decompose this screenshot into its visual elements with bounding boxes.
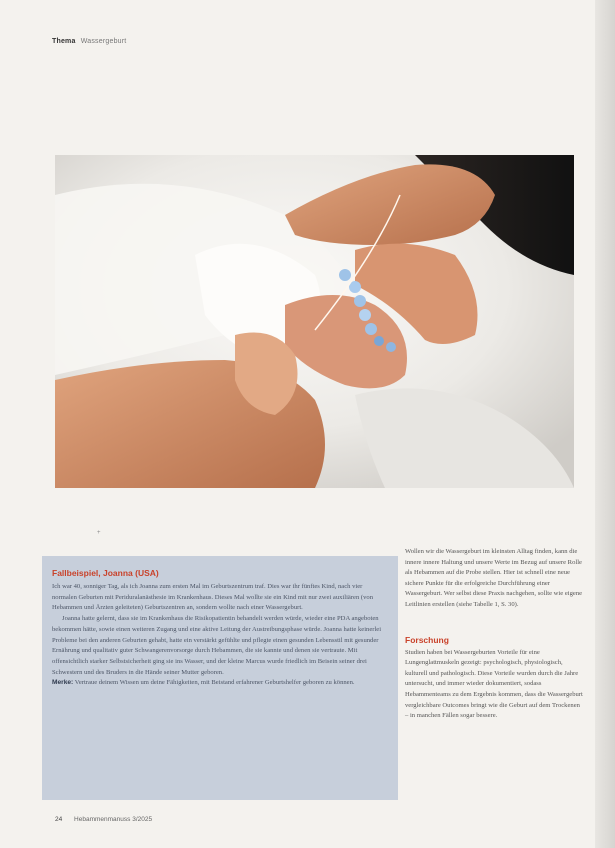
right-column <box>405 547 583 722</box>
header-topic: Thema <box>52 38 76 45</box>
case-study-title: Fallbeispiel, Joanna (USA) <box>52 568 159 578</box>
intro-paragraph: Wollen wir die Wassergeburt im kleinsten Alltag finden, kann die innere innere Haltung und unsere Werte im Bezug auf unsere Rolle als Hebammen auf die Probe stellen. Hier ist schnell eine neue sichere Punkte für die erfolgreiche Durchführung einer Wassergeburt. Wer selbst diese Praxis nachgehen, sollte wie eigene Leitlinien erstellen (siehe Tabelle 1, S. 30). <box>405 548 583 608</box>
remark-text: Vertraue deinem Wissen um deine Fähigkeiten, mit Beistand erfahrener Geburtshelfer geboren zu können. <box>74 679 355 687</box>
research-heading: Forschung <box>405 634 449 645</box>
case-study-box <box>42 556 398 800</box>
page-edge <box>595 0 615 848</box>
caption-marker: + <box>97 530 101 536</box>
page-header <box>52 38 126 45</box>
page-number: 24 <box>55 816 63 823</box>
case-study-paragraph: Ich war 40, sonniger Tag, als ich Joanna zum ersten Mal im Geburtszentrum traf. Dies war ihr fünftes Kind, nach vier normalen Geburten mit Periduralanästhesie im Krankenhaus. Dieses Mal wollte sie ein Kind mit nur zwei auxiliären (von Hebammen und Ärzten geleiteten) Geburtszentren an, sondern wollte nach einer Wassergeburt. <box>52 583 373 612</box>
hero-photo <box>55 155 574 488</box>
publication-name: Hebammenmanuss 3/2025 <box>74 816 153 823</box>
research-paragraph: Studien haben bei Wassergeburten Vorteile für eine Lungenglattmuskeln gezeigt: psychologisch, physiologisch, kulturell und pathologisch. Diese Vorteile wurden durch die Jahre untersucht, und immer wieder dokumentiert, sodass Hebammenteams zu dem Ergebnis kommen, dass die Wassergeburt vergleichbare Outcomes bringt wie die Geburt auf dem Trockenen – in manchen Fällen sogar bessere. <box>405 648 583 720</box>
photo-illustration <box>55 155 574 488</box>
case-study-paragraph: Joanna hatte gelernt, dass sie im Krankenhaus die Risikopatientin behandelt werden würde, wieder eine PDA angeboten bekommen hätte, sowie einen weiteren Zugang und eine aktive Leitung der Austreibungsphase würde. Joanna hatte keinerlei Probleme bei den anderen Geburten gehabt, hatte ein verstärkt gefühlte und pflegte einen gesunden Lebensstil mit gesunder Ernährung und qualitativ guter Schwangerenvorsorge durch Hebammen, die sie kannte und denen sie vertraute. Mit offensichtlich starker Selbstsicherheit ging sie ins Wasser, und der kleine Marcus wurde friedlich im Beisein seiner drei Schwestern und des Bruders in die Hände seiner Mutter geboren. <box>52 615 382 676</box>
remark-lead: Merke: <box>52 679 74 687</box>
case-study-remark <box>52 678 388 689</box>
header-section: Wassergeburt <box>80 38 127 45</box>
page-footer <box>55 816 152 823</box>
